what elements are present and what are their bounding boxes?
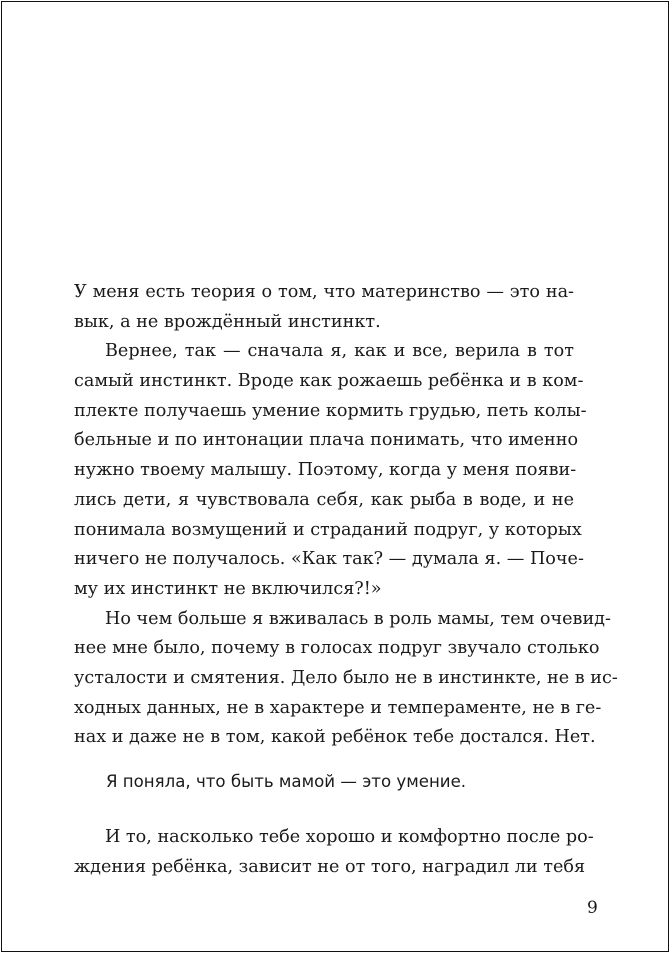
text-line: ничего не получалось. «Как так? — думала я. — Поче-	[74, 549, 584, 570]
text-line: бельные и по интонации плача понимать, что именно	[74, 430, 579, 451]
text-line: му их инстинкт не включился?!»	[74, 578, 382, 599]
text-line: усталости и смятения. Дело было не в инстинкте, не в ис-	[74, 667, 618, 688]
closing-paragraph	[74, 823, 594, 882]
page-number: 9	[587, 898, 598, 918]
text-line: У меня есть теория о том, что материнство — это на-	[74, 282, 574, 302]
text-line: нах и даже не в том, какой ребёнок тебе достался. Нет.	[74, 727, 596, 748]
text-line: нее мне было, почему в голосах подруг звучало столько	[74, 638, 600, 659]
book-page	[1, 1, 669, 952]
text-line: ждения ребёнка, зависит не от того, наградил ли тебя	[74, 856, 586, 877]
text-line: И то, насколько тебе хорошо и комфортно после ро-	[105, 827, 594, 847]
text-line: Но чем больше я вживалась в роль мамы, тем очевид-	[105, 608, 611, 629]
highlight-statement: Я поняла, что быть мамой — это умение.	[106, 772, 467, 791]
text-line: понимала возмущений и страданий подруг, у которых	[74, 519, 582, 540]
paragraph-3	[74, 605, 618, 753]
body-text	[74, 278, 618, 753]
text-line: самый инстинкт. Вроде как рожаешь ребёнка и в ком-	[74, 371, 584, 392]
text-line: нужно твоему малышу. Поэтому, когда у меня появи-	[74, 460, 577, 481]
text-line: плекте получаешь умение кормить грудью, петь колы-	[74, 400, 587, 421]
text-line: лись дети, я чувствовала себя, как рыба в воде, и не	[74, 489, 574, 510]
paragraph-1	[74, 278, 574, 337]
paragraph-4	[74, 823, 594, 882]
text-line: ходных данных, не в характере и темпераменте, не в ге-	[74, 697, 602, 718]
text-line: вык, а не врождённый инстинкт.	[74, 311, 381, 332]
text-line: Вернее, так — сначала я, как и все, верила в тот	[105, 341, 574, 362]
paragraph-2	[74, 337, 587, 604]
